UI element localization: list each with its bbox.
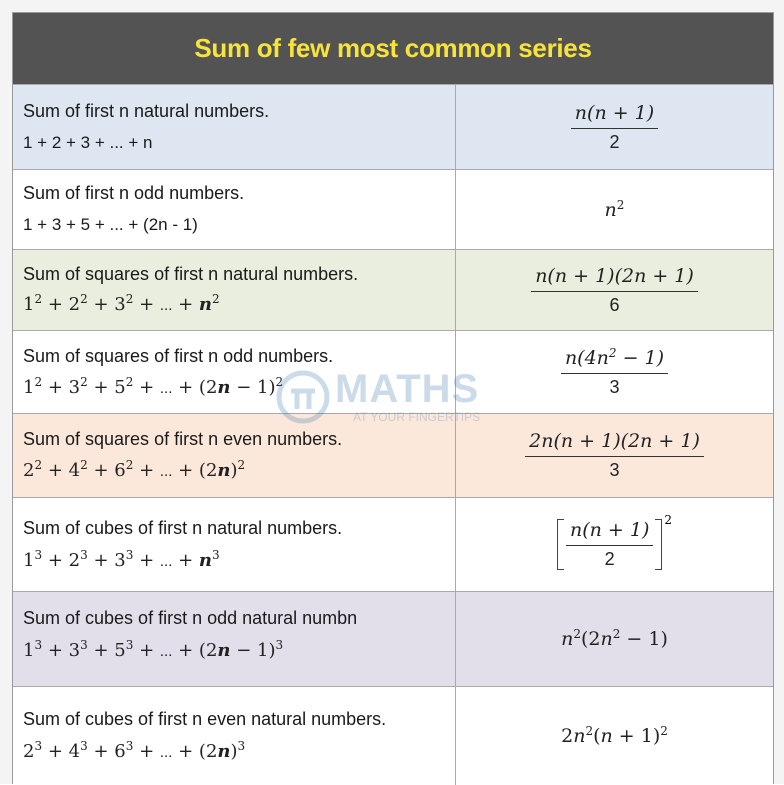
formula-cell: [456, 331, 773, 413]
table-row: [13, 84, 773, 169]
row-description: Sum of first n natural numbers.: [23, 101, 270, 121]
row-series: $1^2 + 3^2 + 5^2$ + ... + $(2n - 1)^2$: [23, 375, 284, 398]
row-description: Sum of squares of first n natural numbers.: [23, 264, 359, 284]
formula-numerator: n(n + 1)(2n + 1): [531, 265, 698, 292]
table-row: [13, 169, 773, 249]
formula-fraction: [561, 347, 668, 398]
formula: $2n^2(n + 1)^2$: [561, 724, 668, 747]
description-cell: [13, 85, 456, 169]
watermark-brand: MATHS: [335, 367, 480, 411]
description-cell: [13, 170, 456, 249]
formula-denominator: 3: [609, 460, 620, 480]
series-table: [12, 12, 774, 784]
formula-numerator: $n(4n^2 - 1)$: [561, 347, 668, 374]
formula-numerator: n(n + 1): [566, 519, 653, 546]
formula-fraction: [525, 430, 704, 481]
row-series: $1^3 + 2^3 + 3^3$ + ... + $n^3$: [23, 548, 220, 571]
formula-fraction: [531, 265, 698, 316]
row-description: Sum of squares of first n odd numbers.: [23, 346, 334, 366]
formula-cell: [456, 414, 773, 497]
formula-cell: [456, 250, 773, 330]
row-description: Sum of cubes of first n natural numbers.: [23, 518, 343, 538]
formula-bracket: $\frac{n(n + 1)}{2}$ 2: [557, 519, 672, 570]
row-series: $1^2 + 2^2 + 3^2$ + ... + $n^2$: [23, 292, 220, 315]
formula-denominator: 2: [604, 549, 615, 569]
formula-numerator: 2n(n + 1)(2n + 1): [525, 430, 704, 457]
description-cell: [13, 250, 456, 330]
formula-fraction: [566, 519, 653, 570]
formula-denominator: 2: [609, 131, 620, 152]
description-cell: [13, 592, 456, 686]
row-description: Sum of squares of first n even numbers.: [23, 429, 343, 449]
row-description: Sum of first n odd numbers.: [23, 183, 245, 203]
row-series: $2^3 + 4^3 + 6^3$ + ... + $(2n)^3$: [23, 739, 246, 762]
row-series: $1^3 + 3^3 + 5^3$ + ... + $(2n - 1)^3$: [23, 638, 284, 661]
formula: $n^2$: [604, 197, 625, 221]
description-cell: [13, 498, 456, 591]
watermark-tagline: AT YOUR FINGERTIPS: [353, 410, 481, 424]
table-row: [13, 249, 773, 330]
row-series: 1 + 3 + 5 + ... + (2n - 1): [23, 215, 198, 234]
row-description: Sum of cubes of first n odd natural numbn: [23, 608, 358, 628]
formula-cell: [456, 687, 773, 785]
table-row: [13, 330, 773, 413]
table-row: [13, 686, 773, 785]
formula-denominator: 3: [609, 376, 620, 397]
formula-cell: [456, 498, 773, 591]
table-row: [13, 591, 773, 686]
row-series: 1 + 2 + 3 + ... + n: [23, 133, 153, 152]
table-row: [13, 413, 773, 497]
row-description: Sum of cubes of first n even natural numbers.: [23, 709, 387, 729]
description-cell: [13, 414, 456, 497]
description-cell: [13, 687, 456, 785]
formula-cell: [456, 170, 773, 249]
formula: $n^2(2n^2 - 1)$: [561, 627, 668, 650]
formula-numerator: n(n + 1): [571, 102, 658, 129]
formula-cell: [456, 592, 773, 686]
row-series: $2^2 + 4^2 + 6^2$ + ... + $(2n)^2$: [23, 458, 246, 481]
table-title: Sum of few most common series: [13, 13, 773, 84]
formula-denominator: 6: [609, 294, 620, 315]
description-cell: [13, 331, 456, 413]
formula-fraction: [571, 102, 658, 153]
table-row: [13, 497, 773, 591]
formula-cell: [456, 85, 773, 169]
